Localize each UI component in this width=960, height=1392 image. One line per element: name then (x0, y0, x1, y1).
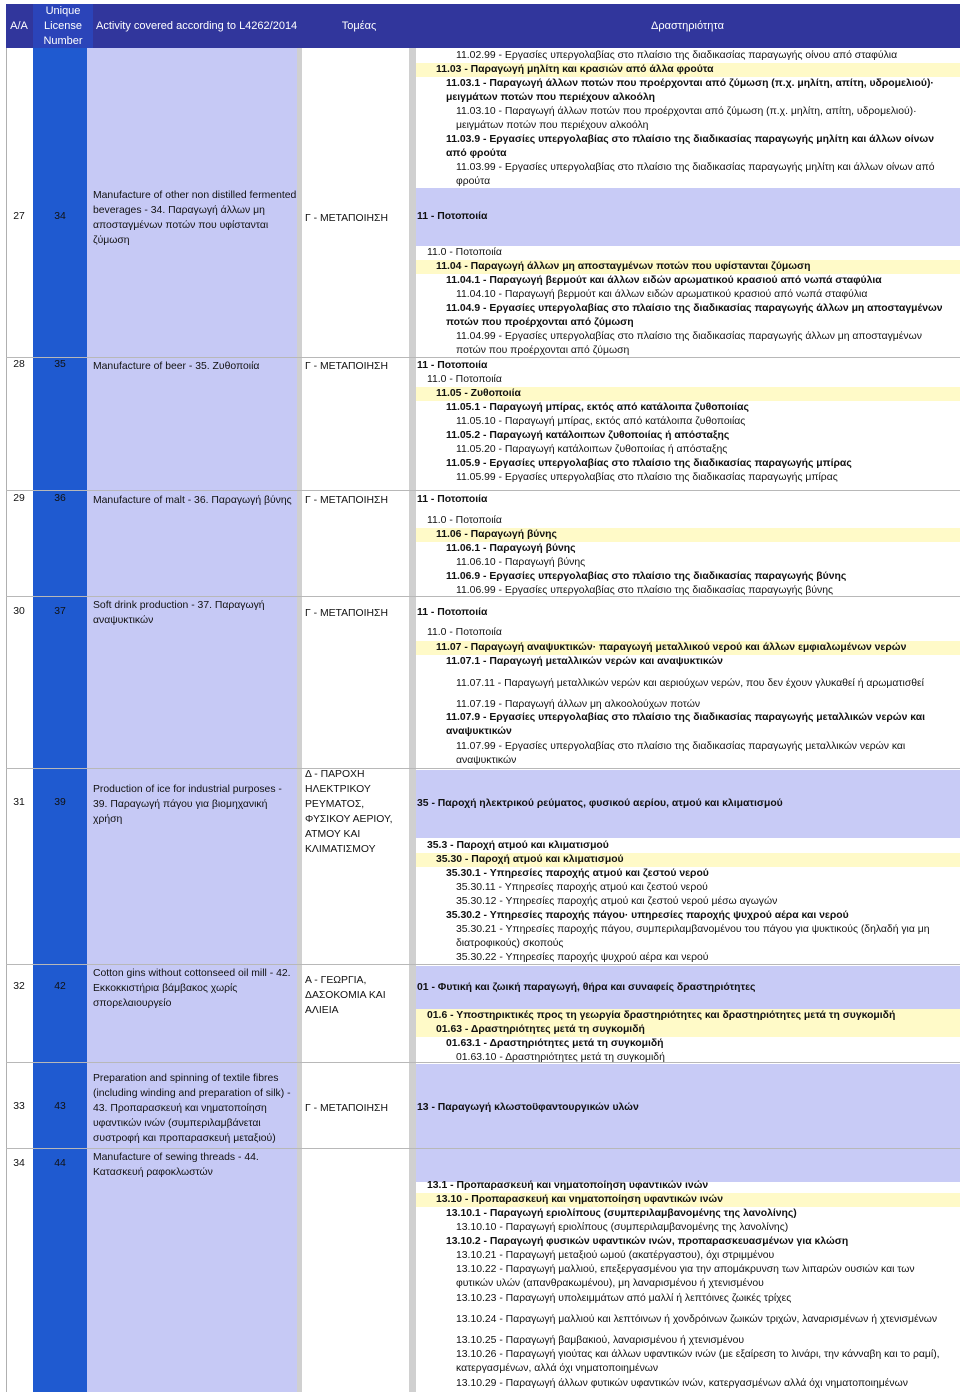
activity-detail-line: 11.05.9 - Εργασίες υπεργολαβίας στο πλαίσιο της διαδικασίας παραγωγής μπίρας (446, 458, 852, 469)
row-license: 43 (54, 1101, 66, 1112)
header-activity: Activity covered according to L4262/2014 (96, 20, 298, 32)
row-activity: Soft drink production - 37. Παραγωγή αναψυκτικών (93, 600, 265, 626)
license-column (33, 48, 87, 1392)
activity-detail-line: 35.30.22 - Υπηρεσίες παροχής ψυχρού αέρα και νερού (456, 952, 709, 963)
activity-detail-line: 11.07.99 - Εργασίες υπεργολαβίας στο πλαίσιο της διαδικασίας παραγωγής μεταλλικών νερών και αναψυκτικών (456, 741, 906, 766)
activity-detail-line: 11.0 - Ποτοποιία (427, 515, 502, 526)
activity-column (87, 48, 297, 1392)
row-license: 42 (54, 981, 66, 992)
header-aa: A/A (6, 4, 32, 48)
activity-detail-line: 11.0 - Ποτοποιία (427, 374, 502, 385)
row-aa: 31 (13, 797, 25, 808)
activity-detail-line: 13.10.1 - Παραγωγή εριολίπους (συμπεριλαμβανομένης της λανολίνης) (446, 1208, 797, 1219)
row-aa: 32 (13, 981, 25, 992)
row-activity: Manufacture of malt - 36. Παραγωγή βύνης (93, 495, 292, 506)
header-description: Δραστηριότητα (651, 20, 724, 32)
activity-detail-line: 11.05.1 - Παραγωγή μπίρας, εκτός από κατάλοιπα ζυθοποιίας (446, 402, 749, 413)
row-aa: 27 (13, 211, 25, 222)
activity-detail-line: 11.04.99 - Εργασίες υπεργολαβίας στο πλαίσιο της διαδικασίας παραγωγής άλλων μη αποσταγμένων ποτών που προέρχονται από ζύμωση (456, 331, 922, 356)
row-aa: 30 (13, 606, 25, 617)
activity-detail-line: 13.10.21 - Παραγωγή μεταξιού ωμού (ακατέργαστου), όχι στριμμένου (456, 1250, 775, 1261)
activity-detail-line: 13.1 - Προπαρασκευή και νηματοποίηση υφαντικών ινών (427, 1180, 709, 1191)
activity-detail-line: 13.10.2 - Παραγωγή φυσικών υφαντικών ινών, προπαρασκευασμένων για κλώση (446, 1236, 849, 1247)
row-aa: 29 (13, 493, 25, 504)
row-sector: Γ - ΜΕΤΑΠΟΙΗΣΗ (305, 495, 388, 506)
column-separator (409, 48, 416, 1392)
row-license: 34 (54, 211, 66, 222)
row-aa: 34 (13, 1158, 25, 1169)
activity-detail-line: 11.06 - Παραγωγή βύνης (416, 528, 960, 542)
row-sector: Δ - ΠΑΡΟΧΗ ΗΛΕΚΤΡΙΚΟΥ ΡΕΥΜΑΤΟΣ, ΦΥΣΙΚΟΥ ΑΕΡΙΟΥ, ΑΤΜΟΥ ΚΑΙ ΚΛΙΜΑΤΙΣΜΟΥ (305, 769, 393, 855)
activity-detail-line: 11.07.9 - Εργασίες υπεργολαβίας στο πλαίσιο της διαδικασίας παραγωγής μεταλλικών νερών και αναψυκτικών (446, 712, 925, 737)
activity-detail-line: 11.04.10 - Παραγωγή βερμούτ και άλλων ειδών αρωματικού κρασιού από νωπά σταφύλια (456, 289, 868, 300)
main-band (416, 1064, 960, 1182)
activity-detail-line: 01.63 - Δραστηριότητες μετά τη συγκομιδή (416, 1023, 960, 1037)
activity-detail-line: 35.3 - Παροχή ατμού και κλιματισμού (427, 840, 609, 851)
row-license: 37 (54, 606, 66, 617)
aa-column (6, 48, 32, 1392)
activity-detail-line: 11.07.1 - Παραγωγή μεταλλικών νερών και αναψυκτικών (446, 656, 723, 667)
row-sector: Γ - ΜΕΤΑΠΟΙΗΣΗ (305, 213, 388, 224)
activity-detail-line: 11.07.19 - Παραγωγή άλλων μη αλκοολούχων ποτών (456, 699, 701, 710)
activity-detail-line: 11.05.20 - Παραγωγή κατάλοιπων ζυθοποιίας ή απόσταξης (456, 444, 728, 455)
row-sector: Γ - ΜΕΤΑΠΟΙΗΣΗ (305, 361, 388, 372)
activity-detail-line: 11.06.10 - Παραγωγή βύνης (456, 557, 586, 568)
activity-detail-line: 01.63.10 - Δραστηριότητες μετά τη συγκομιδή (456, 1052, 665, 1063)
activity-detail-line: 11.03.10 - Παραγωγή άλλων ποτών που προέρχονται από ζύμωση (π.χ. μηλίτη, απίτη, υδρομελιού)· μειγμάτων ποτών που περιέχουν αλκοόλη (456, 106, 917, 131)
row-license: 35 (54, 359, 66, 370)
row-activity: Preparation and spinning of textile fibres (including winding and preparation of silk) - 43. Προπαρασκευή και νηματοποίηση υφαντικών ινών (συμπεριλαμβάνεται συστροφή και προπαρασκευή μεταξιού) (93, 1073, 291, 1144)
sector-column (302, 48, 414, 1392)
activity-detail-line: 11.06.99 - Εργασίες υπεργολαβίας στο πλαίσιο της διαδικασίας παραγωγής βύνης (456, 585, 833, 596)
row-license: 39 (54, 797, 66, 808)
row-sector: Γ - ΜΕΤΑΠΟΙΗΣΗ (305, 608, 388, 619)
activity-detail-line: 13.10 - Προπαρασκευή και νηματοποίηση υφαντικών ινών (416, 1193, 960, 1207)
activity-detail-line: 13.10.22 - Παραγωγή μαλλιού, επεξεργασμένου για την απομάκρυνση των λιπαρών ουσιών και των φυτικών υλών (απανθρακωμένου), μη λαναρισμένου ή χτενισμένου (456, 1264, 915, 1289)
activity-detail-line: 11.06.1 - Παραγωγή βύνης (446, 543, 576, 554)
activity-detail-line: 35.30.2 - Υπηρεσίες παροχής πάγου· υπηρεσίες παροχής ψυχρού αέρα και νερού (446, 910, 849, 921)
activity-detail-line: 13.10.25 - Παραγωγή βαμβακιού, λαναρισμένου ή χτενισμένου (456, 1335, 745, 1346)
activity-detail-line: 11.0 - Ποτοποιία (427, 627, 502, 638)
row-license: 44 (54, 1158, 66, 1169)
row-main-activity: 35 - Παροχή ηλεκτρικού ρεύματος, φυσικού αερίου, ατμού και κλιματισμού (417, 798, 783, 809)
activity-detail-line: 13.10.24 - Παραγωγή μαλλιού και λεπτόινων ή χονδρόινων ζωικών τριχών, λαναρισμένων ή χτενισμένων (456, 1314, 938, 1325)
activity-detail-line: 11.07.11 - Παραγωγή μεταλλικών νερών και αεριούχων νερών, που δεν έχουν γλυκαθεί ή αρωματισθεί (456, 678, 924, 689)
activity-detail-line: 11.07 - Παραγωγή αναψυκτικών· παραγωγή μεταλλικού νερού και άλλων εμφιαλωμένων νερών (416, 641, 960, 655)
row-aa: 33 (13, 1101, 25, 1112)
activity-detail-line: 13.10.23 - Παραγωγή υπολειμμάτων από μαλλί ή λεπτόινες ζωικές τρίχες (456, 1293, 792, 1304)
activity-detail-line: 11.03.9 - Εργασίες υπεργολαβίας στο πλαίσιο της διαδικασίας παραγωγής μηλίτη και άλλων οίνων από φρούτα (446, 134, 934, 159)
activity-detail-line: 11.03 - Παραγωγή μηλίτη και κρασιών από άλλα φρούτα (416, 63, 960, 77)
activity-detail-line: 35.30.12 - Υπηρεσίες παροχής ατμού και ζεστού νερού μέσω αγωγών (456, 896, 778, 907)
activity-detail-line: 11.04 - Παραγωγή άλλων μη αποσταγμένων ποτών που υφίστανται ζύμωση (416, 260, 960, 274)
activity-detail-line: 11.05.2 - Παραγωγή κατάλοιπων ζυθοποιίας ή απόσταξης (446, 430, 730, 441)
row-license: 36 (54, 493, 66, 504)
row-aa: 28 (13, 359, 25, 370)
row-activity: Manufacture of beer - 35. Ζυθοποιία (93, 361, 260, 372)
activity-detail-line: 35.30.11 - Υπηρεσίες παροχής ατμού και ζεστού νερού (456, 882, 708, 893)
row-activity: Manufacture of sewing threads - 44. Κατασκευή ραφοκλωστών (93, 1152, 259, 1178)
row-main-activity: 11 - Ποτοποιία (417, 211, 488, 222)
row-divider (6, 490, 960, 491)
activity-detail-line: 11.05.10 - Παραγωγή μπίρας, εκτός από κατάλοιπα ζυθοποιίας (456, 416, 746, 427)
activity-detail-line: 11.0 - Ποτοποιία (427, 247, 502, 258)
activity-detail-line: 11.02.99 - Εργασίες υπεργολαβίας στο πλαίσιο της διαδικασίας παραγωγής οίνου από σταφύλια (456, 50, 898, 61)
activity-detail-line: 35.30.21 - Υπηρεσίες παροχής πάγου, συμπεριλαμβανομένου του πάγου για ψυκτικούς (δηλαδή για μη διατροφικούς) σκοπούς (456, 924, 930, 949)
row-main-activity: 11 - Ποτοποιία (417, 607, 488, 618)
activity-detail-line: 11.05.99 - Εργασίες υπεργολαβίας στο πλαίσιο της διαδικασίας παραγωγής μπίρας (456, 472, 838, 483)
row-main-activity: 13 - Παραγωγή κλωστοϋφαντουργικών υλών (417, 1102, 639, 1113)
activity-detail-line: 35.30 - Παροχή ατμού και κλιματισμού (416, 853, 960, 867)
row-main-activity: 01 - Φυτική και ζωική παραγωγή, θήρα και συναφείς δραστηριότητες (417, 982, 756, 993)
activity-detail-line: 11.05 - Ζυθοποιία (416, 387, 960, 401)
row-activity: Production of ice for industrial purposes - 39. Παραγωγή πάγου για βιομηχανική χρήση (93, 784, 282, 825)
row-divider (6, 768, 960, 769)
activity-detail-line: 13.10.26 - Παραγωγή γιούτας και άλλων υφαντικών ινών (με εξαίρεση το λινάρι, την κάνναβη και το ραμί), κατεργασμένων, αλλά όχι νηματοποιημένων (456, 1349, 940, 1374)
row-sector: Α - ΓΕΩΡΓΙΑ, ΔΑΣΟΚΟΜΙΑ ΚΑΙ ΑΛΙΕΙΑ (305, 975, 386, 1016)
row-main-activity: 11 - Ποτοποιία (417, 360, 488, 371)
activity-detail-line: 01.6 - Υποστηρικτικές προς τη γεωργία δραστηριότητες και δραστηριότητες μετά τη συγκομιδή (416, 1009, 960, 1023)
table-header (6, 4, 960, 48)
activity-detail-line: 11.06.9 - Εργασίες υπεργολαβίας στο πλαίσιο της διαδικασίας παραγωγής βύνης (446, 571, 847, 582)
header-sector: Τομέας (341, 20, 377, 32)
row-sector: Γ - ΜΕΤΑΠΟΙΗΣΗ (305, 1103, 388, 1114)
activity-detail-line: 11.03.99 - Εργασίες υπεργολαβίας στο πλαίσιο της διαδικασίας παραγωγής μηλίτη και άλλων οίνων από φρούτα (456, 162, 935, 187)
activity-detail-line: 13.10.10 - Παραγωγή εριολίπους (συμπεριλαμβανομένης της λανολίνης) (456, 1222, 789, 1233)
activity-detail-line: 35.30.1 - Υπηρεσίες παροχής ατμού και ζεστού νερού (446, 868, 709, 879)
row-activity: Manufacture of other non distilled fermented beverages - 34. Παραγωγή άλλων μη αποσταγμένων ποτών που υφίστανται ζύμωση (93, 190, 297, 246)
activity-detail-line: 11.03.1 - Παραγωγή άλλων ποτών που προέρχονται από ζύμωση (π.χ. μηλίτη, απίτη, υδρομελιού)· μειγμάτων ποτών που περιέχουν αλκοόλη (446, 78, 934, 103)
row-main-activity: 11 - Ποτοποιία (417, 494, 488, 505)
row-activity: Cotton gins without cottonseed oil mill - 42. Εκκοκκιστήρια βάμβακος χωρίς σπορελαιουργείο (93, 968, 291, 1009)
activity-detail-line: 01.63.1 - Δραστηριότητες μετά τη συγκομιδή (446, 1038, 664, 1049)
activity-detail-line: 13.10.29 - Παραγωγή άλλων φυτικών υφαντικών ινών, κατεργασμένων αλλά όχι νηματοποιημένων (456, 1378, 908, 1389)
row-divider (6, 1148, 960, 1149)
activity-detail-line: 11.04.9 - Εργασίες υπεργολαβίας στο πλαίσιο της διαδικασίας παραγωγής άλλων μη αποσταγμένων ποτών που προέρχονται από ζύμωση (446, 303, 943, 328)
header-license-number: Unique License Number (33, 4, 93, 48)
activity-detail-line: 11.04.1 - Παραγωγή βερμούτ και άλλων ειδών αρωματικού κρασιού από νωπά σταφύλια (446, 275, 882, 286)
